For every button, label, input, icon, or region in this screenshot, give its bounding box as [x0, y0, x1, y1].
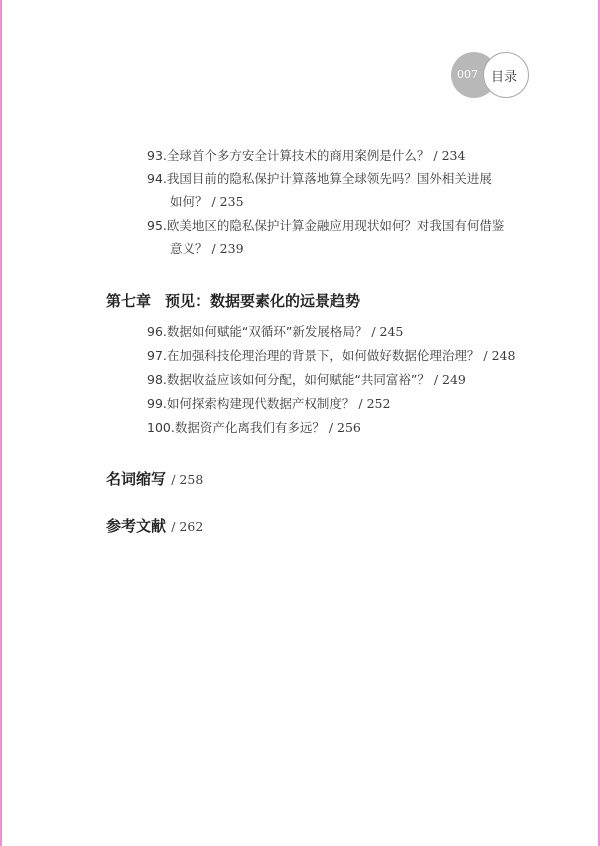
toc-entry-title: 在加强科技伦理治理的背景下，如何做好数据伦理治理？: [166, 348, 480, 363]
toc-entry-title-cont: 意义？: [170, 241, 208, 256]
toc-entry-page: / 248: [483, 348, 516, 363]
section-page: / 258: [171, 472, 204, 487]
toc-entry-title: 数据收益应该如何分配，如何赋能“共同富裕”？: [166, 372, 430, 387]
chapter-label: 第七章: [106, 292, 152, 310]
page-edge-left: [0, 0, 2, 846]
toc-entry-99[interactable]: [147, 396, 390, 412]
toc-entry-title-cont: 如何？: [170, 194, 208, 209]
toc-entry-page: / 245: [371, 324, 404, 339]
toc-entry-94-continuation[interactable]: [170, 194, 244, 210]
toc-entry-number: 95.: [147, 218, 167, 233]
page-number: 007: [457, 68, 478, 81]
toc-entry-95[interactable]: [147, 218, 504, 234]
chapter-heading[interactable]: [106, 290, 360, 311]
toc-entry-95-continuation[interactable]: [170, 241, 244, 257]
section-label: 目录: [491, 70, 518, 85]
toc-entry-number: 94.: [147, 171, 167, 186]
section-page: / 262: [171, 519, 204, 534]
toc-entry-title: 数据资产化离我们有多远？: [174, 420, 325, 435]
toc-entry-page: / 252: [358, 396, 391, 411]
toc-entry-96[interactable]: [147, 324, 403, 340]
chapter-title: 预见：数据要素化的远景趋势: [165, 292, 361, 310]
toc-entry-page: / 234: [433, 148, 466, 163]
toc-entry-page: / 249: [433, 372, 466, 387]
toc-entry-98[interactable]: [147, 372, 466, 388]
toc-entry-number: 99.: [147, 396, 167, 411]
toc-entry-number: 97.: [147, 348, 167, 363]
toc-entry-title: 数据如何赋能“双循环”新发展格局？: [166, 324, 368, 339]
toc-entry-page: / 235: [211, 194, 244, 209]
toc-entry-93[interactable]: [147, 148, 465, 164]
toc-entry-title: 欧美地区的隐私保护计算金融应用现状如何？对我国有何借鉴: [166, 218, 505, 233]
toc-section-abbreviations[interactable]: [106, 468, 203, 489]
section-title: 名词缩写: [106, 470, 167, 488]
toc-entry-page: / 239: [211, 241, 244, 256]
toc-entry-title: 如何探索构建现代数据产权制度？: [166, 396, 355, 411]
toc-entry-number: 96.: [147, 324, 167, 339]
toc-entry-number: 98.: [147, 372, 167, 387]
toc-entry-94[interactable]: [147, 171, 492, 187]
toc-entry-page: / 256: [328, 420, 361, 435]
toc-section-references[interactable]: [106, 515, 203, 536]
toc-entry-title: 我国目前的隐私保护计算落地算全球领先吗？国外相关进展: [166, 171, 492, 186]
toc-entry-number: 93.: [147, 148, 167, 163]
toc-entry-100[interactable]: [147, 420, 361, 436]
section-title: 参考文献: [106, 517, 167, 535]
toc-entry-title: 全球首个多方安全计算技术的商用案例是什么？: [166, 148, 430, 163]
header-badge: [451, 52, 533, 98]
toc-entry-number: 100.: [147, 420, 175, 435]
toc-entry-97[interactable]: [147, 348, 515, 364]
